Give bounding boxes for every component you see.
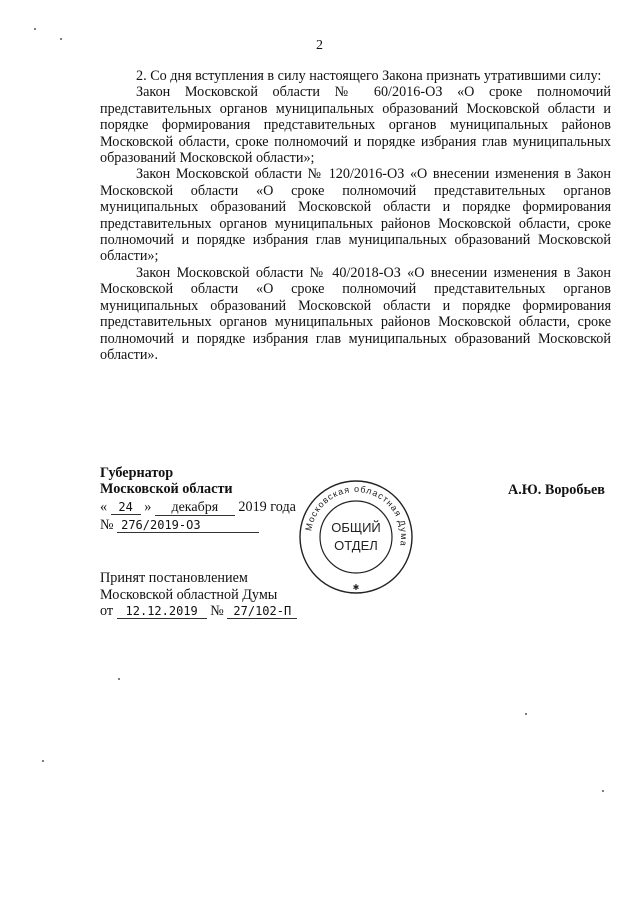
paragraph-law-40-2018: Закон Московской области № 40/2018-ОЗ «О внесении изменения в Закон Московской области «О сроке полномочий представительных органов муниципальных образований Московской области и порядке формирования представительных органов муниципальных районов Московской области, сроке полномочий и порядке избрания глав муниципальных образований Московской области». (100, 264, 611, 363)
date-month: декабря (155, 501, 235, 516)
scan-speck (525, 713, 527, 715)
adoption-number: 27/102-П (227, 604, 297, 619)
paragraph-law-60-2016: Закон Московской области № 60/2016-ОЗ «О сроке полномочий представительных органов муниципальных образований Московской области и порядке формирования представительных органов муниципальных районов Московской области, сроке полномочий и порядке избрания глав муниципальных образований Московской области»; (100, 84, 611, 167)
signatory-title (100, 465, 233, 498)
adoption-from-label: от (100, 603, 114, 619)
adoption-number-line (100, 603, 297, 620)
scan-speck (42, 760, 44, 762)
adoption-line2: Московской областной Думы (100, 586, 278, 603)
signatory-name: А.Ю. Воробьев (508, 482, 605, 498)
paragraph-law-120-2016: Закон Московской области № 120/2016-ОЗ «О внесении изменения в Закон Московской области «О сроке полномочий представительных органов муниципальных образований Московской области и порядке формирования представительных органов муниципальных районов Московской области, сроке полномочий и порядке избрания глав муниципальных образований Московской области»; (100, 166, 611, 265)
law-body (100, 68, 611, 363)
date-open-quote: « (100, 499, 108, 515)
date-close-quote: » (144, 499, 152, 515)
official-stamp (297, 478, 415, 596)
signatory-title-line2: Московской области (100, 481, 233, 498)
scan-speck (60, 38, 62, 40)
law-number-line (100, 517, 259, 534)
number-sign: № (100, 517, 114, 533)
adoption-block (100, 570, 297, 620)
scan-speck (34, 28, 36, 30)
adoption-date: 12.12.2019 (117, 604, 207, 619)
scan-speck (118, 678, 120, 680)
adoption-line1: Принят постановлением (100, 570, 248, 586)
signing-date (100, 499, 296, 516)
date-year: 2019 года (238, 499, 296, 515)
page-number: 2 (316, 38, 323, 53)
signatory-title-line1: Губернатор (100, 465, 174, 481)
scan-speck (602, 790, 604, 792)
stamp-center-line2: ОТДЕЛ (334, 538, 378, 553)
adoption-number-sign: № (210, 603, 224, 619)
stamp-ring-text: Московская областная Дума (303, 483, 410, 548)
paragraph-repeal-intro: 2. Со дня вступления в силу настоящего Закона признать утратившими силу: (136, 68, 602, 84)
date-day: 24 (111, 500, 141, 515)
law-number: 276/2019-ОЗ (117, 518, 259, 533)
stamp-center-line1: ОБЩИЙ (331, 520, 381, 535)
stamp-star-icon: ✱ (352, 583, 360, 592)
